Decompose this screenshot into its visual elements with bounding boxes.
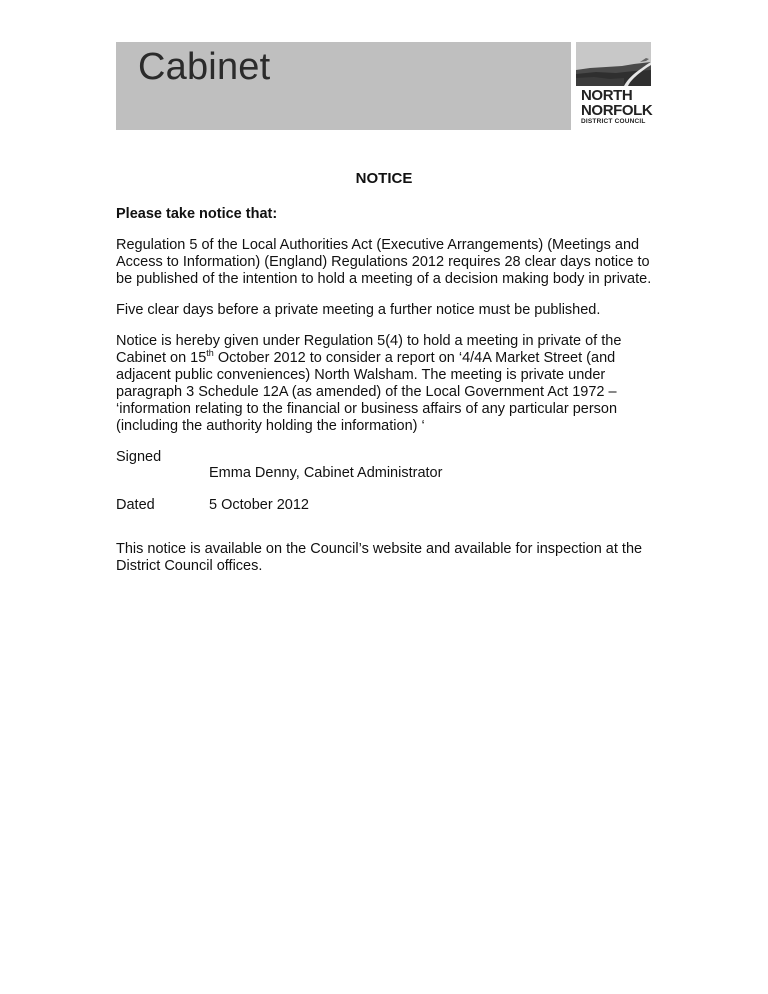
logo-line-district: DISTRICT COUNCIL (581, 118, 646, 125)
notice-footer: This notice is available on the Council’s website and available for inspection at the District Council offices. (116, 541, 643, 574)
meeting-text-part1: Notice is hereby given under Regulation 5(4) to hold a meeting in private of the Cabinet on 15 (116, 333, 622, 366)
council-logo (576, 42, 651, 130)
signed-label: Signed (116, 449, 162, 465)
dated-row (116, 497, 661, 541)
coastline-logo-icon (576, 42, 651, 86)
signed-row (116, 449, 661, 497)
notice-paragraph-meeting (116, 333, 661, 435)
signed-value: Emma Denny, Cabinet Administrator (209, 465, 443, 481)
notice-heading: NOTICE (355, 170, 413, 187)
dated-label: Dated (116, 497, 155, 513)
dated-value: 5 October 2012 (209, 497, 309, 513)
header-banner (116, 42, 571, 130)
notice-body (116, 206, 661, 589)
meeting-text-part2: October 2012 to consider a report on ‘4/4A Market Street (and adjacent public conveniences) North Walsham. The meeting is private under paragraph 3 Schedule 12A (as amended) of the Local Government Act 1972 – ‘information relating to the financial or business affairs of any particular person (including the authority holding the information) ‘ (116, 350, 618, 434)
notice-lead: Please take notice that: (116, 206, 278, 222)
notice-paragraph-regulation: Regulation 5 of the Local Authorities Act (Executive Arrangements) (Meetings and Access to Information) (England) Regulations 2012 requires 28 clear days notice to be published of the intention to hold a meeting of a decision making body in private. (116, 237, 652, 287)
notice-paragraph-five-days: Five clear days before a private meeting a further notice must be published. (116, 302, 601, 318)
page-title: Cabinet (138, 46, 271, 88)
meeting-date-suffix: th (206, 348, 214, 359)
logo-line-north: NORTH (581, 87, 633, 104)
logo-line-norfolk: NORFOLK (581, 102, 653, 119)
logo-wordmark (581, 88, 653, 126)
